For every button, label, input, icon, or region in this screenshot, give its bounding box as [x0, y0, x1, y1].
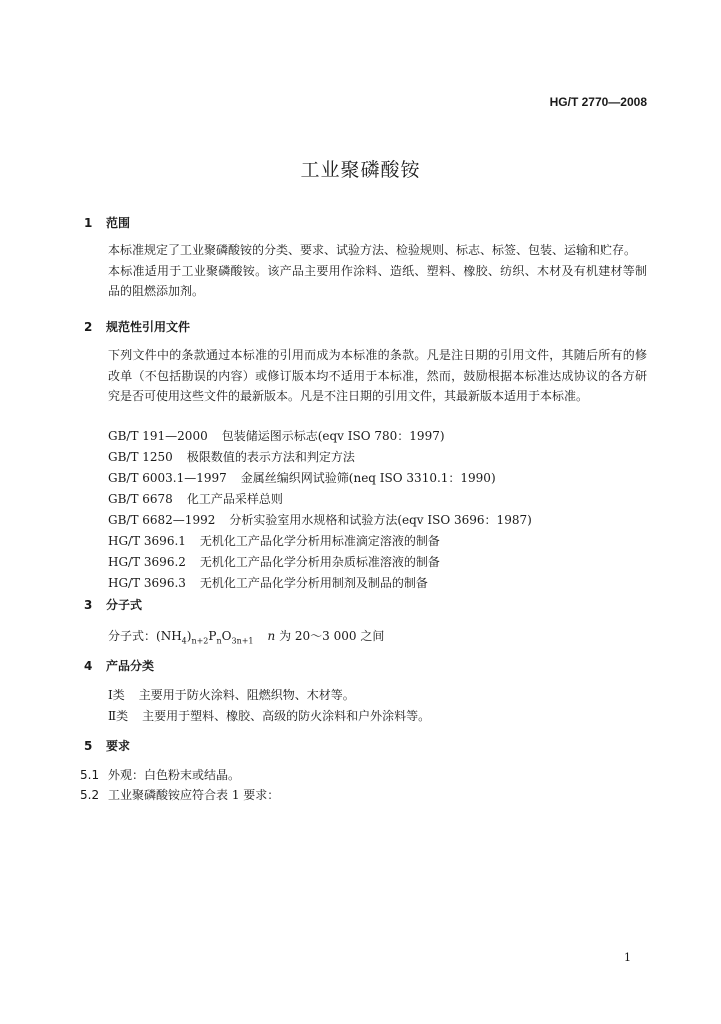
molecular-formula: [108, 627, 384, 645]
section-heading-3: [84, 596, 142, 613]
standard-code: HG/T 2770—2008: [549, 95, 647, 109]
reference-title: 无机化工产品化学分析用制剂及制品的制备: [199, 576, 428, 590]
section-title: 规范性引用文件: [106, 320, 191, 334]
class-description: 主要用于塑料、橡胶、高级的防火涂料和户外涂料等。: [142, 709, 431, 723]
section-heading-5: [84, 737, 130, 754]
reference-title: 无机化工产品化学分析用标准滴定溶液的制备: [199, 534, 440, 548]
document-title: 工业聚磷酸铵: [300, 159, 421, 181]
requirement-text: 外观：白色粉末或结晶。: [108, 768, 241, 782]
class-label: Ⅰ类: [108, 688, 125, 702]
formula-label: 分子式：: [108, 629, 157, 643]
formula-sub-3n1: 3n+1: [231, 636, 254, 646]
reference-title: 包装储运图示标志(eqv ISO 780：1997): [221, 429, 445, 443]
formula-p: P: [208, 629, 217, 643]
class-label: Ⅱ类: [108, 709, 129, 723]
requirement-number: 5.2: [80, 788, 100, 802]
references-intro: [84, 345, 647, 407]
reference-code: GB/T 1250: [108, 450, 173, 464]
formula-sub-n: n: [216, 636, 222, 646]
reference-code: GB/T 191—2000: [108, 429, 208, 443]
section-number: 1: [84, 216, 93, 230]
section-title: 要求: [106, 739, 131, 753]
formula-sub-n2: n+2: [191, 636, 209, 646]
requirement-text: 工业聚磷酸铵应符合表 1 要求：: [108, 788, 280, 802]
scope-text-1: 本标准规定了工业聚磷酸铵的分类、要求、试验方法、检验规则、标志、标签、包装、运输和贮存。: [108, 243, 637, 257]
class-description: 主要用于防火涂料、阻燃织物、木材等。: [138, 688, 355, 702]
reference-title: 化工产品采样总则: [186, 492, 283, 506]
reference-item: [108, 574, 428, 591]
reference-item: [108, 469, 496, 486]
formula-variable: n: [267, 629, 276, 643]
requirement-item: [80, 766, 240, 783]
reference-code: HG/T 3696.2: [108, 555, 186, 569]
section-number: 3: [84, 598, 93, 612]
reference-item: [108, 553, 440, 570]
section-heading-4: [84, 657, 154, 674]
reference-item: [108, 448, 355, 465]
reference-item: [108, 427, 445, 444]
formula-sub-4: 4: [181, 636, 187, 646]
requirement-item: [80, 786, 279, 803]
scope-text-2: 本标准适用于工业聚磷酸铵。该产品主要用作涂料、造纸、塑料、橡胶、纺织、木材及有机建材等制品的阻燃添加剂。: [108, 263, 647, 298]
reference-item: [108, 532, 440, 549]
formula-mid: ): [186, 629, 192, 643]
section-number: 4: [84, 659, 93, 673]
reference-title: 无机化工产品化学分析用杂质标准溶液的制备: [199, 555, 440, 569]
reference-item: [108, 511, 532, 528]
reference-code: GB/T 6682—1992: [108, 513, 216, 527]
reference-code: GB/T 6678: [108, 492, 173, 506]
reference-item: [108, 490, 283, 507]
reference-code: HG/T 3696.1: [108, 534, 186, 548]
reference-title: 极限数值的表示方法和判定方法: [186, 450, 355, 464]
section-number: 2: [84, 320, 93, 334]
formula-note: 为 20～3 000 之间: [279, 629, 385, 643]
references-intro-text: 下列文件中的条款通过本标准的引用而成为本标准的条款。凡是注日期的引用文件，其随后所有的修改单（不包括勘误的内容）或修订版本均不适用于本标准，然而，鼓励根据本标准达成协议的各方研究是否可使用这些文件的最新版本。凡是不注日期的引用文件，其最新版本适用于本标准。: [108, 348, 647, 403]
scope-paragraph: [84, 240, 647, 302]
reference-title: 金属丝编织网试验筛(neq ISO 3310.1：1990): [240, 471, 496, 485]
reference-title: 分析实验室用水规格和试验方法(eqv ISO 3696：1987): [229, 513, 532, 527]
class-item: [108, 686, 355, 703]
section-number: 5: [84, 739, 93, 753]
section-heading-2: [84, 318, 190, 335]
formula-open: (NH: [156, 629, 182, 643]
page-number: 1: [624, 951, 631, 964]
reference-code: GB/T 6003.1—1997: [108, 471, 227, 485]
requirement-number: 5.1: [80, 768, 100, 782]
section-title: 分子式: [106, 598, 143, 612]
formula-o: O: [221, 629, 232, 643]
section-title: 产品分类: [106, 659, 155, 673]
class-item: [108, 707, 430, 724]
reference-code: HG/T 3696.3: [108, 576, 186, 590]
section-title: 范围: [106, 216, 131, 230]
section-heading-1: [84, 214, 130, 231]
